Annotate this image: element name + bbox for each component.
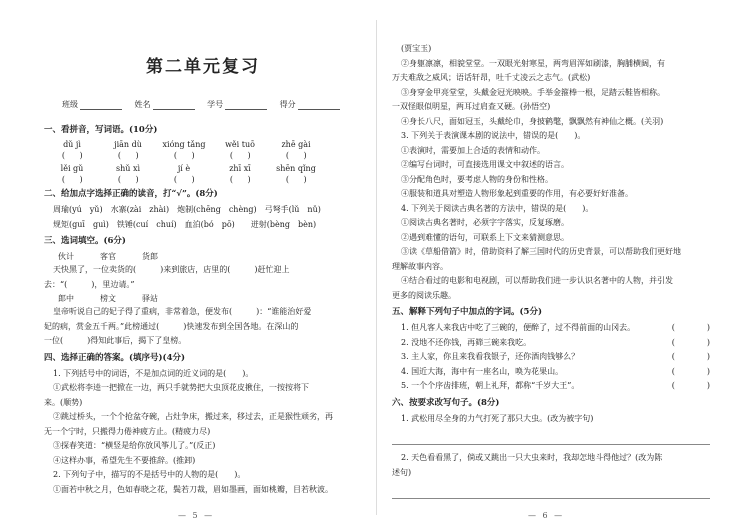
info-label-name: 姓名 (134, 100, 151, 109)
fill-text-line[interactable]: 去：“( )，里边请。” (44, 279, 135, 289)
fill-text-line[interactable]: 皇帝听说自己的妃子得了重病，非常着急，便发布( )：“谁能治好爱 (53, 307, 312, 316)
pinyin-item: jiān dù (114, 140, 142, 149)
answer-blank[interactable]: ( ) (671, 323, 710, 332)
answer-blank[interactable]: ( ) (61, 151, 83, 160)
option-line: ②遇到难懂的语句，可联系上下文来猜测意思。 (401, 232, 569, 242)
explain-text: 3. 主人家，你且来我看我银子，还你酒肉钱够么？ (401, 352, 580, 361)
info-label-class: 班级 (62, 100, 78, 109)
pinyin-item: lěi gǔ (60, 164, 84, 173)
answer-blank[interactable]: ( ) (285, 175, 307, 184)
info-label-number: 学号 (207, 100, 224, 109)
explain-item (392, 365, 710, 380)
option-line: ④结合看过的电影和电视剧，可以帮助我们进一步认识名著中的人物，并引发 (401, 276, 673, 285)
option-line: ①武松将李逵一把掀在一边，两只手就势把大虫顶花皮揪住，一按按将下 (53, 383, 309, 392)
option-line: ④身长八尺，面如冠玉，头戴纶巾，身披鹤氅，飘飘然有神仙之概。(关羽) (401, 116, 664, 126)
info-label-score: 得分 (279, 100, 296, 109)
answer-blank[interactable]: ( ) (671, 381, 710, 390)
answer-blank[interactable]: ( ) (117, 151, 139, 160)
pinyin-item: zhē gài (281, 140, 311, 149)
word-choice: 伙计 (58, 252, 74, 261)
fill-text-line[interactable]: 妃的病，赏金五千两。”此榜通过( )快速发布到全国各地。在深山的 (44, 321, 299, 331)
rewrite-prompt: 述句) (392, 467, 412, 477)
answer-row-1 (44, 150, 362, 161)
option-line: 更多的阅读乐趣。 (392, 290, 456, 300)
pinyin-row-1 (44, 139, 362, 150)
question-line[interactable]: 1. 下列括号中的词语，不是加点词的近义词的是( )。 (53, 368, 254, 378)
answer-blank[interactable]: ( ) (173, 175, 195, 184)
answer-line[interactable] (392, 430, 710, 445)
number-blank[interactable] (225, 101, 267, 110)
answer-row-2 (44, 174, 362, 185)
option-line: 理解故事内容。 (392, 261, 448, 271)
answer-blank[interactable]: ( ) (671, 352, 710, 361)
word-choice: 驿站 (142, 294, 158, 303)
explain-item (392, 350, 710, 365)
answer-blank[interactable]: ( ) (61, 175, 83, 184)
option-line: ③身穿金甲亮堂堂，头戴金冠光映映。手举金箍棒一根，足踏云鞋皆相称。 (401, 87, 665, 97)
score-blank[interactable] (298, 101, 340, 110)
explain-text: 4. 国近大海，海中有一座名山，唤为花果山。 (401, 366, 564, 376)
answer-blank[interactable]: ( ) (229, 175, 251, 184)
rewrite-prompt: 2. 天色看看黑了，倘或又跳出一只大虫来时，我却怎地斗得他过？(改为陈 (401, 453, 663, 462)
q5-heading: 五、解释下列句子中加点的字词。(5分) (392, 307, 542, 317)
explain-text: 2. 没地不还你钱，再筛三碗来我吃。 (401, 337, 532, 347)
answer-blank[interactable]: ( ) (117, 175, 139, 184)
option-line: ②编写台词时，可直接选用课文中叙述的语言。 (401, 160, 569, 169)
student-info-row (62, 99, 362, 110)
answer-blank[interactable]: ( ) (173, 151, 195, 160)
option-line: ③探春笑道：“横竖是给你放风筝儿了。”(反正) (53, 441, 216, 450)
rewrite-prompt: 1. 武松用尽全身的力气打死了那只大虫。(改为被字句) (401, 413, 594, 423)
q2-heading: 二、给加点字选择正确的读音，打“√”。(8分) (44, 189, 218, 199)
answer-blank[interactable]: ( ) (285, 151, 307, 160)
answer-blank[interactable]: ( ) (671, 366, 710, 376)
word-choice: 货郎 (142, 252, 158, 261)
page-title: 第二单元复习 (146, 57, 260, 77)
option-line: 万夫难敌之威风；语话轩昂，吐千丈凌云之志气。(武松) (392, 73, 591, 82)
q3-heading: 三、选词填空。(6分) (44, 236, 126, 246)
explain-item (392, 379, 710, 394)
pinyin-item: wěi tuō (225, 140, 255, 149)
pinyin-item: xióng tǎng (162, 140, 206, 149)
explain-text: 1. 但凡客人来我店中吃了三碗的，便醉了，过不得前面的山冈去。 (401, 323, 636, 332)
option-line: ①面若中秋之月，色如春晓之花，鬓若刀裁，眉如墨画，面如桃瓣，目若秋波。 (53, 484, 333, 494)
q1-heading: 一、看拼音，写词语。(10分) (44, 125, 158, 135)
answer-blank[interactable]: ( ) (671, 337, 710, 347)
pinyin-item: shǔ xì (115, 164, 141, 173)
pinyin-item: zhī xī (229, 164, 251, 173)
pinyin-item: jí è (177, 164, 191, 173)
word-choice: 客官 (100, 252, 116, 261)
option-line: ②身躯凛凛，相貌堂堂。一双眼光射寒星，两弯眉浑如刷漆，胸脯横阔，有 (401, 58, 665, 68)
question-line[interactable]: 4. 下列关于阅读古典名著的方法中，错误的是( )。 (401, 203, 594, 213)
question-line[interactable]: 3. 下列关于表演课本剧的说法中，错误的是( )。 (401, 131, 586, 140)
pronunciation-line[interactable]: 规矩(guī guì) 铁锤(cuí chuí) 血泊(bó pō) 迸射(bèng bèn) (53, 219, 317, 229)
answer-blank[interactable]: ( ) (229, 151, 251, 160)
option-line: ③分配角色时，要考虑人物的身份和性格。 (401, 174, 553, 184)
option-line: ④服装和道具对塑造人物形象起到重要的作用，有必要好好准备。 (401, 189, 633, 198)
page-number-right: — 6 — (528, 511, 565, 520)
right-page (378, 0, 750, 530)
fill-text-line[interactable]: 天快黑了，一位卖货的( )来到旅店，店里的( )赶忙迎上 (53, 265, 290, 274)
pinyin-item: shēn qǐng (276, 164, 316, 173)
option-line: ③读《草船借箭》时，借助资料了解三国时代的历史背景，可以帮助我们更好地 (401, 247, 681, 256)
option-line: 来。(顺势) (44, 397, 83, 407)
fill-text-line[interactable]: 一位( )得知此事后，揭下了皇榜。 (44, 336, 187, 345)
pinyin-item: dǔ jì (63, 140, 81, 149)
option-line: ②跳过桥头，一个个抢盆夺碗，占灶争床，搬过来，移过去，正是猴性顽劣，再 (53, 412, 333, 421)
name-blank[interactable] (153, 101, 195, 110)
q6-heading: 六、按要求改写句子。(8分) (392, 397, 500, 408)
option-line: (贾宝玉) (401, 44, 432, 53)
pinyin-row-2 (44, 163, 362, 174)
option-line: ④这样办事，希望先生不要推辞。(推卸) (53, 455, 196, 465)
page-divider (376, 20, 377, 515)
option-line: 一双怪眼似明星，两耳过肩查又硬。(孙悟空) (392, 102, 551, 111)
pronunciation-line[interactable]: 周瑜(yú yǔ) 水寨(zài zhài) 炮制(chēng chèng) 弓弩手(lǔ nǔ) (53, 205, 321, 214)
word-choice: 郎中 (58, 294, 74, 303)
question-line[interactable]: 2. 下列句子中，描写的不是括号中的人物的是( )。 (53, 470, 246, 479)
option-line: 无一个宁时，只搬得力倦神疲方止。(精疲力尽) (44, 426, 211, 436)
option-line: ①阅读古典名著时，必须字字落实，反复琢磨。 (401, 218, 569, 227)
class-blank[interactable] (80, 101, 122, 110)
explain-item (392, 321, 710, 336)
option-line: ①表演时，需要加上合适的表情和动作。 (401, 145, 545, 155)
word-choices-2 (44, 292, 362, 305)
explain-text: 5. 一个个序齿排班，朝上礼拜，都称“千岁大王”。 (401, 381, 580, 390)
q4-heading: 四、选择正确的答案。(填序号)(4分) (44, 352, 186, 363)
answer-line[interactable] (392, 484, 710, 499)
word-choice: 榜文 (100, 294, 116, 303)
page-number-left: — 5 — (178, 511, 215, 520)
word-choices-1 (44, 250, 362, 263)
explain-item (392, 336, 710, 351)
